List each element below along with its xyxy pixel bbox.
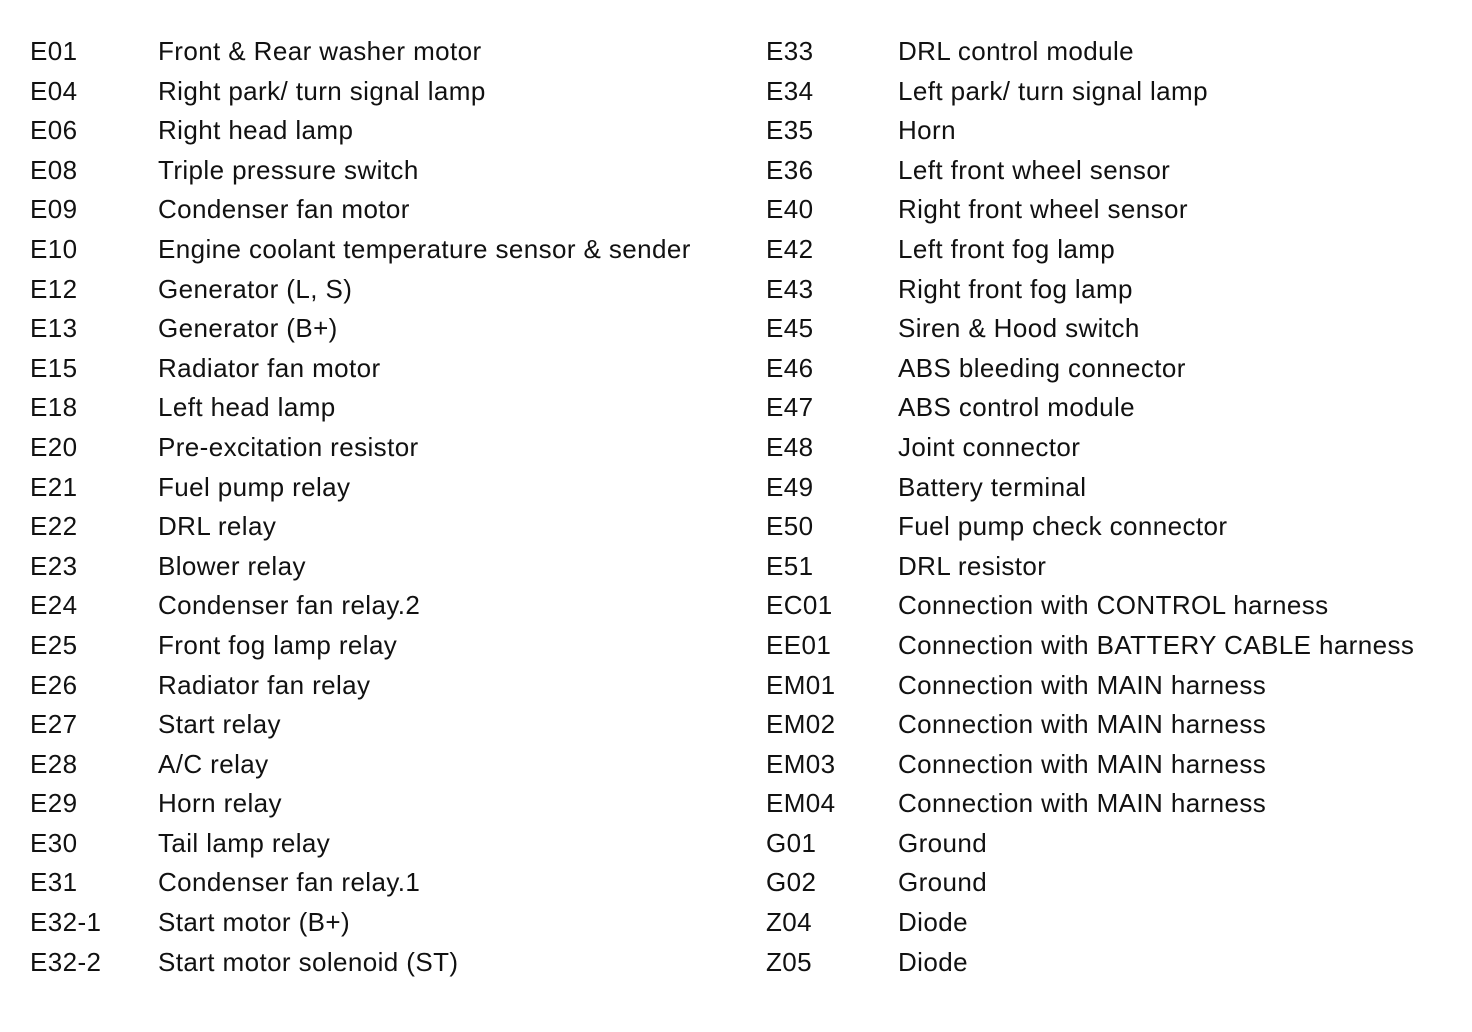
connector-row bbox=[30, 72, 750, 112]
connector-row bbox=[30, 705, 750, 745]
connector-description: Connection with BATTERY CABLE harness bbox=[898, 629, 1415, 660]
connector-code: E50 bbox=[766, 511, 814, 542]
connector-code: E21 bbox=[30, 471, 78, 502]
connector-code: E09 bbox=[30, 194, 78, 225]
connector-row bbox=[766, 388, 1456, 428]
connector-code: E15 bbox=[30, 352, 78, 383]
connector-row bbox=[766, 943, 1456, 983]
connector-row bbox=[766, 190, 1456, 230]
connector-row bbox=[766, 626, 1456, 666]
connector-code: EM04 bbox=[766, 788, 836, 819]
connector-description: Radiator fan relay bbox=[158, 669, 371, 700]
connector-row bbox=[30, 349, 750, 389]
connector-code: E10 bbox=[30, 233, 78, 264]
connector-code: E12 bbox=[30, 273, 78, 304]
connector-code: E18 bbox=[30, 392, 78, 423]
connector-code: E04 bbox=[30, 75, 78, 106]
connector-description: Diode bbox=[898, 907, 968, 938]
connector-code: G01 bbox=[766, 827, 817, 858]
connector-row bbox=[30, 547, 750, 587]
connector-row bbox=[30, 468, 750, 508]
connector-description: Fuel pump relay bbox=[158, 471, 351, 502]
connector-code: E48 bbox=[766, 431, 814, 462]
connector-description: ABS control module bbox=[898, 392, 1135, 423]
connector-row bbox=[766, 705, 1456, 745]
connector-row bbox=[766, 586, 1456, 626]
connector-code: EM02 bbox=[766, 709, 836, 740]
connector-code: E24 bbox=[30, 590, 78, 621]
connector-row bbox=[766, 32, 1456, 72]
connector-code: E29 bbox=[30, 788, 78, 819]
connector-code: G02 bbox=[766, 867, 817, 898]
connector-description: Generator (L, S) bbox=[158, 273, 353, 304]
connector-code: E51 bbox=[766, 550, 814, 581]
connector-description: Start motor solenoid (ST) bbox=[158, 946, 459, 977]
connector-description: Siren & Hood switch bbox=[898, 313, 1140, 344]
connector-description: Left head lamp bbox=[158, 392, 336, 423]
connector-description: Triple pressure switch bbox=[158, 154, 419, 185]
connector-row bbox=[766, 72, 1456, 112]
connector-row bbox=[30, 903, 750, 943]
connector-code: E22 bbox=[30, 511, 78, 542]
connector-code: E20 bbox=[30, 431, 78, 462]
connector-description: Blower relay bbox=[158, 550, 306, 581]
connector-description: Generator (B+) bbox=[158, 313, 338, 344]
connector-description: Joint connector bbox=[898, 431, 1081, 462]
connector-row bbox=[766, 863, 1456, 903]
connector-description: Ground bbox=[898, 827, 988, 858]
connector-description: Front fog lamp relay bbox=[158, 629, 398, 660]
connector-code: E01 bbox=[30, 36, 78, 66]
connector-code: E27 bbox=[30, 709, 78, 740]
connector-row bbox=[766, 507, 1456, 547]
connector-row bbox=[30, 230, 750, 270]
connector-code: E46 bbox=[766, 352, 814, 383]
connector-description: Connection with MAIN harness bbox=[898, 788, 1267, 819]
connector-row bbox=[30, 309, 750, 349]
connector-row bbox=[766, 151, 1456, 191]
connector-code: EM01 bbox=[766, 669, 836, 700]
connector-row bbox=[766, 270, 1456, 310]
connector-code: Z04 bbox=[766, 907, 813, 938]
connector-row bbox=[30, 151, 750, 191]
connector-description: Connection with MAIN harness bbox=[898, 709, 1267, 740]
connector-code: E35 bbox=[766, 115, 814, 146]
connector-description: Connection with CONTROL harness bbox=[898, 590, 1329, 621]
connector-description: Pre-excitation resistor bbox=[158, 431, 419, 462]
connector-description: Condenser fan relay.2 bbox=[158, 590, 421, 621]
connector-row bbox=[766, 666, 1456, 706]
connector-row bbox=[766, 784, 1456, 824]
connector-code: EE01 bbox=[766, 629, 832, 660]
connector-code: E13 bbox=[30, 313, 78, 344]
connector-code: Z05 bbox=[766, 946, 813, 977]
connector-row bbox=[766, 230, 1456, 270]
connector-row bbox=[30, 943, 750, 983]
connector-description: Left front fog lamp bbox=[898, 233, 1116, 264]
connector-code: E28 bbox=[30, 748, 78, 779]
connector-code: E25 bbox=[30, 629, 78, 660]
connector-description: Diode bbox=[898, 946, 968, 977]
connector-row bbox=[30, 111, 750, 151]
connector-row bbox=[30, 507, 750, 547]
connector-description: Battery terminal bbox=[898, 471, 1087, 502]
connector-description: DRL resistor bbox=[898, 550, 1047, 581]
connector-description: ABS bleeding connector bbox=[898, 352, 1186, 383]
connector-row bbox=[30, 745, 750, 785]
connector-code: E23 bbox=[30, 550, 78, 581]
connector-list-left bbox=[30, 32, 750, 982]
connector-description: Condenser fan relay.1 bbox=[158, 867, 421, 898]
connector-row bbox=[30, 270, 750, 310]
connector-description: Ground bbox=[898, 867, 988, 898]
connector-row bbox=[30, 666, 750, 706]
connector-row bbox=[30, 190, 750, 230]
connector-description: A/C relay bbox=[158, 748, 269, 779]
connector-code: E45 bbox=[766, 313, 814, 344]
connector-description: Condenser fan motor bbox=[158, 194, 410, 225]
connector-description: Horn relay bbox=[158, 788, 282, 819]
connector-description: Start relay bbox=[158, 709, 281, 740]
connector-description: Right front fog lamp bbox=[898, 273, 1133, 304]
connector-row bbox=[30, 32, 750, 72]
connector-row bbox=[30, 784, 750, 824]
connector-description: Left front wheel sensor bbox=[898, 154, 1171, 185]
connector-description: Right park/ turn signal lamp bbox=[158, 75, 486, 106]
connector-code: E40 bbox=[766, 194, 814, 225]
connector-description: Connection with MAIN harness bbox=[898, 669, 1267, 700]
connector-code: E34 bbox=[766, 75, 814, 106]
connector-code: E42 bbox=[766, 233, 814, 264]
connector-description: Radiator fan motor bbox=[158, 352, 381, 383]
connector-code: E32-2 bbox=[30, 946, 102, 977]
connector-row bbox=[766, 903, 1456, 943]
connector-row bbox=[766, 349, 1456, 389]
connector-row bbox=[766, 111, 1456, 151]
connector-description: DRL control module bbox=[898, 36, 1135, 66]
connector-row bbox=[766, 824, 1456, 864]
connector-row bbox=[30, 428, 750, 468]
connector-description: Engine coolant temperature sensor & sender bbox=[158, 233, 691, 264]
connector-row bbox=[766, 745, 1456, 785]
connector-code: E36 bbox=[766, 154, 814, 185]
connector-code: E49 bbox=[766, 471, 814, 502]
connector-description: Right head lamp bbox=[158, 115, 354, 146]
connector-row bbox=[766, 428, 1456, 468]
connector-description: Left park/ turn signal lamp bbox=[898, 75, 1208, 106]
connector-row bbox=[30, 626, 750, 666]
connector-row bbox=[30, 824, 750, 864]
connector-description: Start motor (B+) bbox=[158, 907, 351, 938]
connector-row bbox=[30, 586, 750, 626]
connector-row bbox=[766, 309, 1456, 349]
connector-code: E26 bbox=[30, 669, 78, 700]
connector-row bbox=[766, 468, 1456, 508]
connector-description: DRL relay bbox=[158, 511, 277, 542]
connector-code: EM03 bbox=[766, 748, 836, 779]
connector-description: Connection with MAIN harness bbox=[898, 748, 1267, 779]
connector-row bbox=[30, 388, 750, 428]
connector-list-right bbox=[766, 32, 1456, 982]
connector-code: E33 bbox=[766, 36, 814, 66]
connector-code: E32-1 bbox=[30, 907, 102, 938]
connector-code: E08 bbox=[30, 154, 78, 185]
connector-code: EC01 bbox=[766, 590, 833, 621]
connector-description: Right front wheel sensor bbox=[898, 194, 1188, 225]
connector-code: E31 bbox=[30, 867, 78, 898]
connector-code: E47 bbox=[766, 392, 814, 423]
connector-row bbox=[30, 863, 750, 903]
connector-row bbox=[766, 547, 1456, 587]
connector-code: E06 bbox=[30, 115, 78, 146]
connector-description: Tail lamp relay bbox=[158, 827, 331, 858]
connector-description: Horn bbox=[898, 115, 956, 146]
connector-code: E30 bbox=[30, 827, 78, 858]
connector-code: E43 bbox=[766, 273, 814, 304]
connector-description: Front & Rear washer motor bbox=[158, 36, 482, 66]
connector-description: Fuel pump check connector bbox=[898, 511, 1228, 542]
